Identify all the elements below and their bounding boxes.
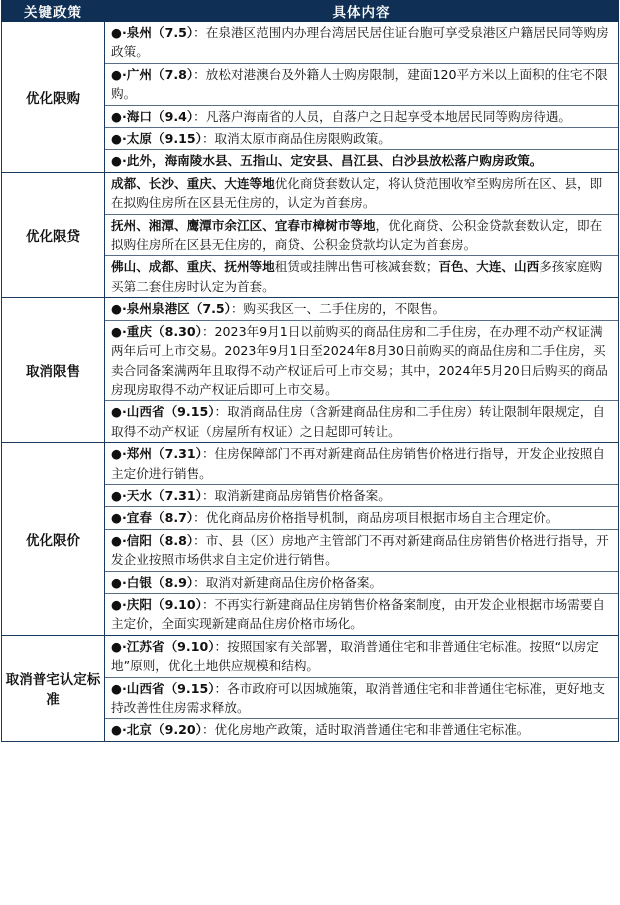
item-head: ·山西省（9.15） — [122, 404, 215, 420]
item-text: ：取消太原市商品住房限购政策。 — [201, 131, 391, 147]
item-text: ：住房保障部门不再对新建商品住房销售价格进行指导，开发企业按照自主定价进行销售。 — [111, 446, 605, 481]
item-head: ·太原（9.15） — [122, 131, 202, 147]
list-item — [105, 678, 618, 720]
item-head: ·信阳（8.8） — [122, 532, 194, 548]
item-text: ：在泉港区范围内办理台湾居民居住证台胞可享受泉港区户籍居民同等购房政策。 — [111, 25, 609, 60]
list-item — [105, 298, 618, 320]
item-head: 成都、长沙、重庆、大连等地 — [111, 175, 275, 191]
header-policy: 关键政策 — [2, 1, 105, 22]
list-item — [105, 719, 618, 740]
content-cell — [105, 443, 619, 636]
table-row — [2, 22, 619, 173]
list-item — [105, 443, 618, 485]
bullet-icon: ● — [111, 446, 122, 462]
bullet-icon: ● — [111, 25, 122, 40]
item-text: ：取消新建商品房销售价格备案。 — [201, 487, 391, 503]
list-item — [105, 256, 618, 297]
item-head-2: 百色、大连、山西 — [438, 259, 540, 275]
item-text: ：按照国家有关部署，取消普通住宅和非普通住宅标准。按照“以房定地”原则，优化土地供应规模和结构。 — [111, 638, 599, 674]
list-item — [105, 64, 618, 106]
item-text-2: 多孩家庭购买第二套住房时认定为首套。 — [111, 259, 603, 294]
table-row — [2, 443, 619, 636]
bullet-icon: ● — [111, 510, 122, 526]
list-item — [105, 173, 618, 215]
content-cell — [105, 635, 619, 741]
bullet-icon: ● — [111, 66, 122, 82]
table-row — [2, 635, 619, 741]
item-text: ：优化商品房价格指导机制，商品房项目根据市场自主合理定价。 — [193, 510, 559, 526]
bullet-icon: ● — [111, 532, 122, 548]
bullet-icon: ● — [111, 722, 122, 738]
policy-cell: 优化限购 — [2, 22, 105, 173]
item-text: ：取消对新建商品住房价格备案。 — [193, 574, 383, 590]
list-item — [105, 507, 618, 529]
item-text: ，优化商贷、公积金贷款套数认定，即在拟购住房所在区县无住房的，商贷、公积金贷款均认定为首套房。 — [111, 217, 603, 253]
list-item — [105, 321, 618, 402]
list-item — [105, 128, 618, 150]
item-text: ：各市政府可以因城施策，取消普通住宅和非普通住宅标准，更好地支持改善性住房需求释放。 — [111, 680, 605, 715]
item-head: ·郑州（7.31） — [122, 446, 202, 462]
item-text: ：凡落户海南省的人员，自落户之日起享受本地居民同等购房待遇。 — [193, 108, 571, 124]
bullet-icon: ● — [111, 638, 122, 654]
item-text: ：放松对港澳台及外籍人士购房限制，建面120平方米以上面积的住宅不限购。 — [111, 66, 608, 102]
list-item — [105, 636, 618, 678]
item-head: ·江苏省（9.10） — [122, 638, 215, 654]
item-text: ：取消商品住房（含新建商品住房和二手住房）转让限制年限规定，自取得不动产权证（房屋所有权证）之日起即可转让。 — [111, 404, 605, 439]
bullet-icon: ● — [111, 131, 122, 147]
bullet-icon: ● — [111, 574, 122, 590]
list-item — [105, 106, 618, 128]
content-cell — [105, 172, 619, 297]
item-head: ·此外，海南陵水县、五指山、定安县、昌江县、白沙县放松落户购房政策。 — [122, 153, 543, 169]
bullet-icon: ● — [111, 596, 122, 612]
list-item — [105, 215, 618, 257]
policy-cell: 取消限售 — [2, 298, 105, 443]
bullet-icon: ● — [111, 487, 122, 503]
policy-cell: 优化限价 — [2, 443, 105, 636]
table-header-row — [2, 1, 619, 22]
item-head: ·宜春（8.7） — [122, 510, 194, 526]
item-text: 租赁或挂牌出售可核减套数； — [274, 259, 439, 275]
bullet-icon: ● — [111, 323, 122, 339]
item-head: ·泉州（7.5） — [122, 25, 194, 40]
item-head: ·广州（7.8） — [122, 66, 194, 82]
content-cell — [105, 22, 619, 173]
list-item — [105, 150, 618, 171]
list-item — [105, 401, 618, 442]
list-item — [105, 572, 618, 594]
item-head: ·白银（8.9） — [122, 574, 194, 590]
bullet-icon: ● — [111, 108, 122, 124]
policy-table — [1, 0, 619, 742]
bullet-icon: ● — [111, 301, 122, 317]
list-item — [105, 594, 618, 635]
item-text: ：购买我区一、二手住房的，不限售。 — [230, 301, 446, 317]
table-row — [2, 298, 619, 443]
item-text: ：不再实行新建商品住房销售价格备案制度，由开发企业根据市场需要自主定价，全面实现新建商品住房价格市场化。 — [111, 596, 605, 632]
item-head: 抚州、湘潭、鹰潭市余江区、宜春市樟树市等地 — [111, 217, 376, 233]
item-text: 优化商贷套数认定，将认贷范围收窄至购房所在区、县，即在拟购住房所在区县无住房的，认定为首套房。 — [111, 175, 603, 211]
item-head: ·天水（7.31） — [122, 487, 202, 503]
table-row — [2, 172, 619, 297]
item-text: ：市、县（区）房地产主管部门不再对新建商品住房销售价格进行指导，开发企业按照市场供求自主定价进行销售。 — [111, 532, 609, 568]
item-text: ：优化房地产政策，适时取消普通住宅和非普通住宅标准。 — [201, 722, 530, 738]
list-item — [105, 22, 618, 64]
bullet-icon: ● — [111, 680, 122, 696]
item-head: ·泉州泉港区（7.5） — [122, 301, 231, 317]
bullet-icon: ● — [111, 153, 122, 169]
list-item — [105, 485, 618, 507]
list-item — [105, 530, 618, 572]
item-head: ·重庆（8.30） — [122, 323, 202, 339]
header-content: 具体内容 — [105, 1, 619, 22]
item-head: ·北京（9.20） — [122, 722, 202, 738]
policy-cell: 取消普宅认定标准 — [2, 635, 105, 741]
item-text: ：2023年9月1日以前购买的商品住房和二手住房，在办理不动产权证满两年后可上市交易。2023年9月1日至2024年8月30日前购买的商品住房和二手住房，买卖合同备案满两年且取得不动产权证后可上市交易；其中，2024年5月20日后购买的商品房现房取得不动产权证后即可上市交易。 — [111, 323, 608, 397]
bullet-icon: ● — [111, 404, 122, 420]
item-head: 佛山、成都、重庆、抚州等地 — [111, 259, 275, 275]
policy-cell: 优化限贷 — [2, 172, 105, 297]
content-cell — [105, 298, 619, 443]
item-head: ·山西省（9.15） — [122, 680, 215, 696]
item-head: ·庆阳（9.10） — [122, 596, 202, 612]
item-head: ·海口（9.4） — [122, 108, 194, 124]
